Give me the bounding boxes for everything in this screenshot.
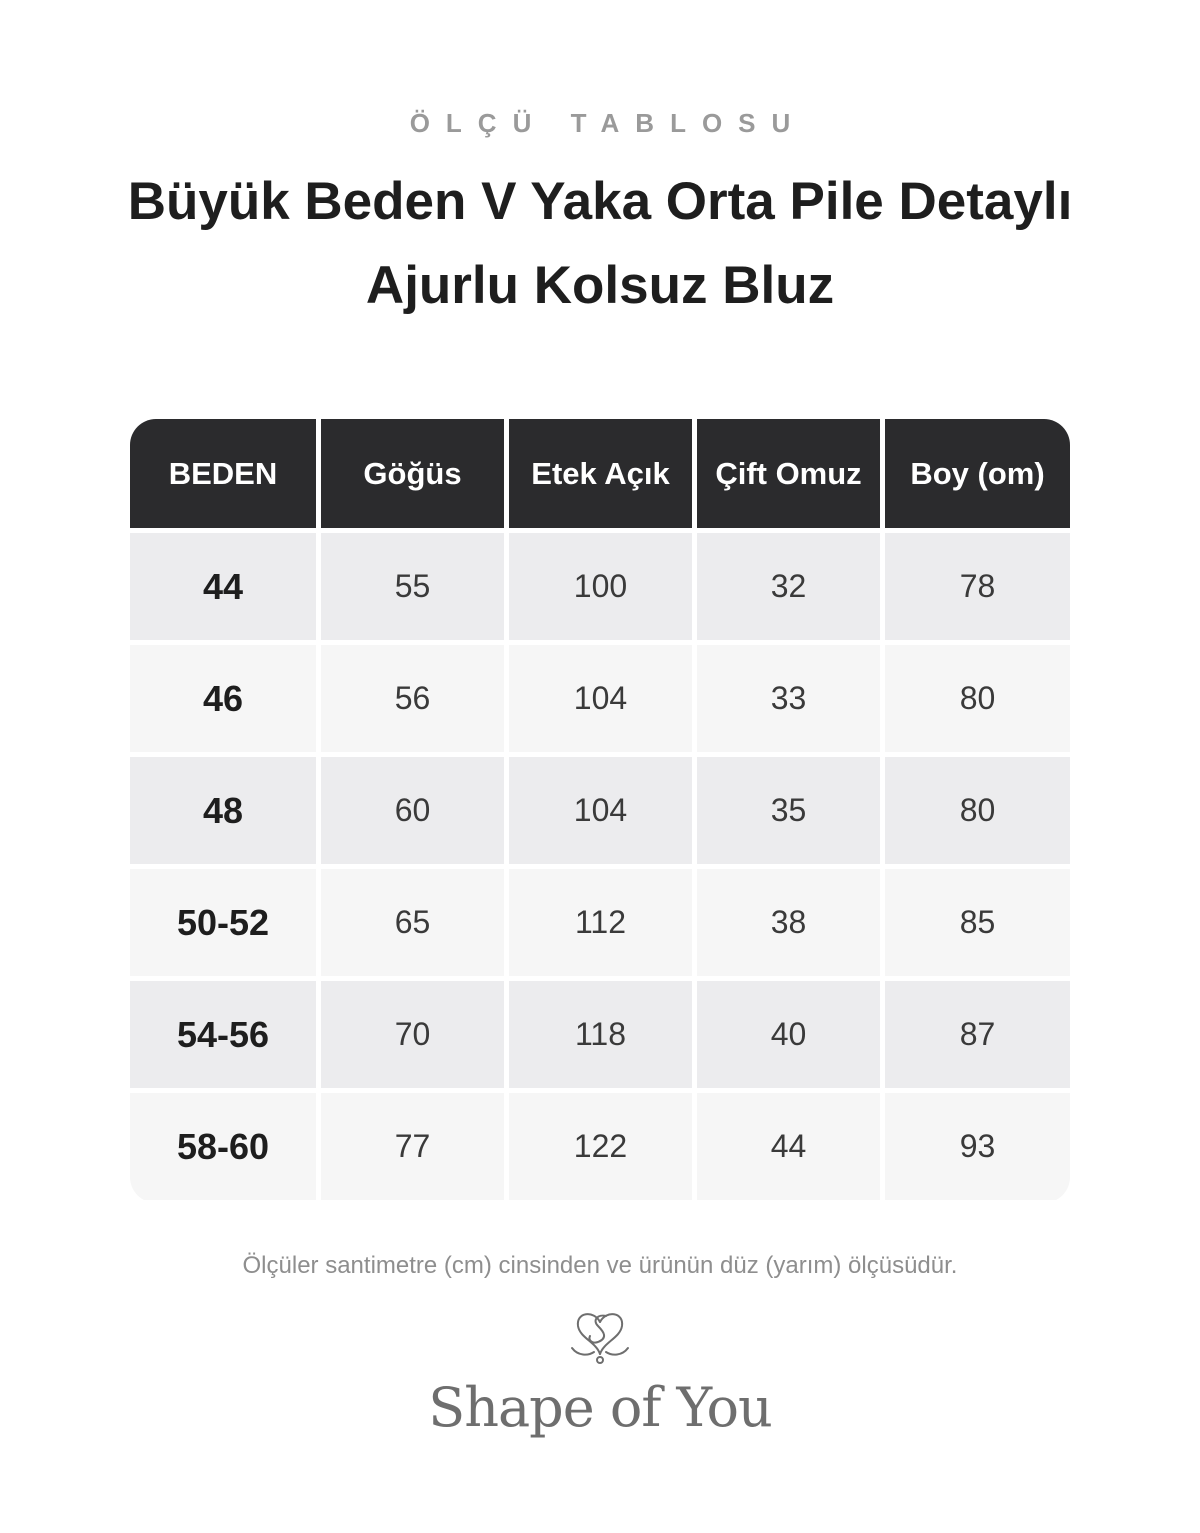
table-cell: 93 bbox=[885, 1093, 1070, 1200]
table-cell: 44 bbox=[697, 1093, 880, 1200]
table-cell: 33 bbox=[697, 645, 880, 752]
table-cell: 104 bbox=[509, 757, 692, 864]
column-header-cift-omuz: Çift Omuz bbox=[697, 419, 880, 528]
column-header-gogus: Göğüs bbox=[321, 419, 504, 528]
page-title-line-1: Büyük Beden V Yaka Orta Pile Detaylı bbox=[127, 172, 1073, 231]
table-cell: 35 bbox=[697, 757, 880, 864]
table-cell: 112 bbox=[509, 869, 692, 976]
size-cell: 44 bbox=[130, 533, 316, 640]
table-cell: 55 bbox=[321, 533, 504, 640]
table-cell: 77 bbox=[321, 1093, 504, 1200]
column-header-boy: Boy (om) bbox=[885, 419, 1070, 528]
measurement-note: Ölçüler santimetre (cm) cinsinden ve ürünün düz (yarım) ölçüsüdür. bbox=[242, 1252, 958, 1279]
table-cell: 65 bbox=[321, 869, 504, 976]
table-cell: 60 bbox=[321, 757, 504, 864]
heart-monogram-icon bbox=[0, 1308, 1200, 1366]
table-cell: 78 bbox=[885, 533, 1070, 640]
table-cell: 100 bbox=[509, 533, 692, 640]
table-cell: 70 bbox=[321, 981, 504, 1088]
page-title bbox=[0, 160, 1200, 328]
size-cell: 50-52 bbox=[130, 869, 316, 976]
size-cell: 54-56 bbox=[130, 981, 316, 1088]
table-cell: 122 bbox=[509, 1093, 692, 1200]
table-cell: 56 bbox=[321, 645, 504, 752]
table-cell: 40 bbox=[697, 981, 880, 1088]
size-table bbox=[130, 419, 1070, 1203]
column-header-beden: BEDEN bbox=[130, 419, 316, 528]
table-cell: 85 bbox=[885, 869, 1070, 976]
table-cell: 80 bbox=[885, 645, 1070, 752]
eyebrow-label: ÖLÇÜ TABLOSU bbox=[409, 108, 807, 138]
table-cell: 87 bbox=[885, 981, 1070, 1088]
page-title-line-2: Ajurlu Kolsuz Bluz bbox=[365, 256, 835, 315]
size-cell: 46 bbox=[130, 645, 316, 752]
table-cell: 32 bbox=[697, 533, 880, 640]
table-cell: 80 bbox=[885, 757, 1070, 864]
size-cell: 48 bbox=[130, 757, 316, 864]
brand-wordmark: Shape of You bbox=[428, 1376, 772, 1439]
table-cell: 38 bbox=[697, 869, 880, 976]
table-cell: 118 bbox=[509, 981, 692, 1088]
column-header-etek-acik: Etek Açık bbox=[509, 419, 692, 528]
size-cell: 58-60 bbox=[130, 1093, 316, 1200]
table-cell: 104 bbox=[509, 645, 692, 752]
